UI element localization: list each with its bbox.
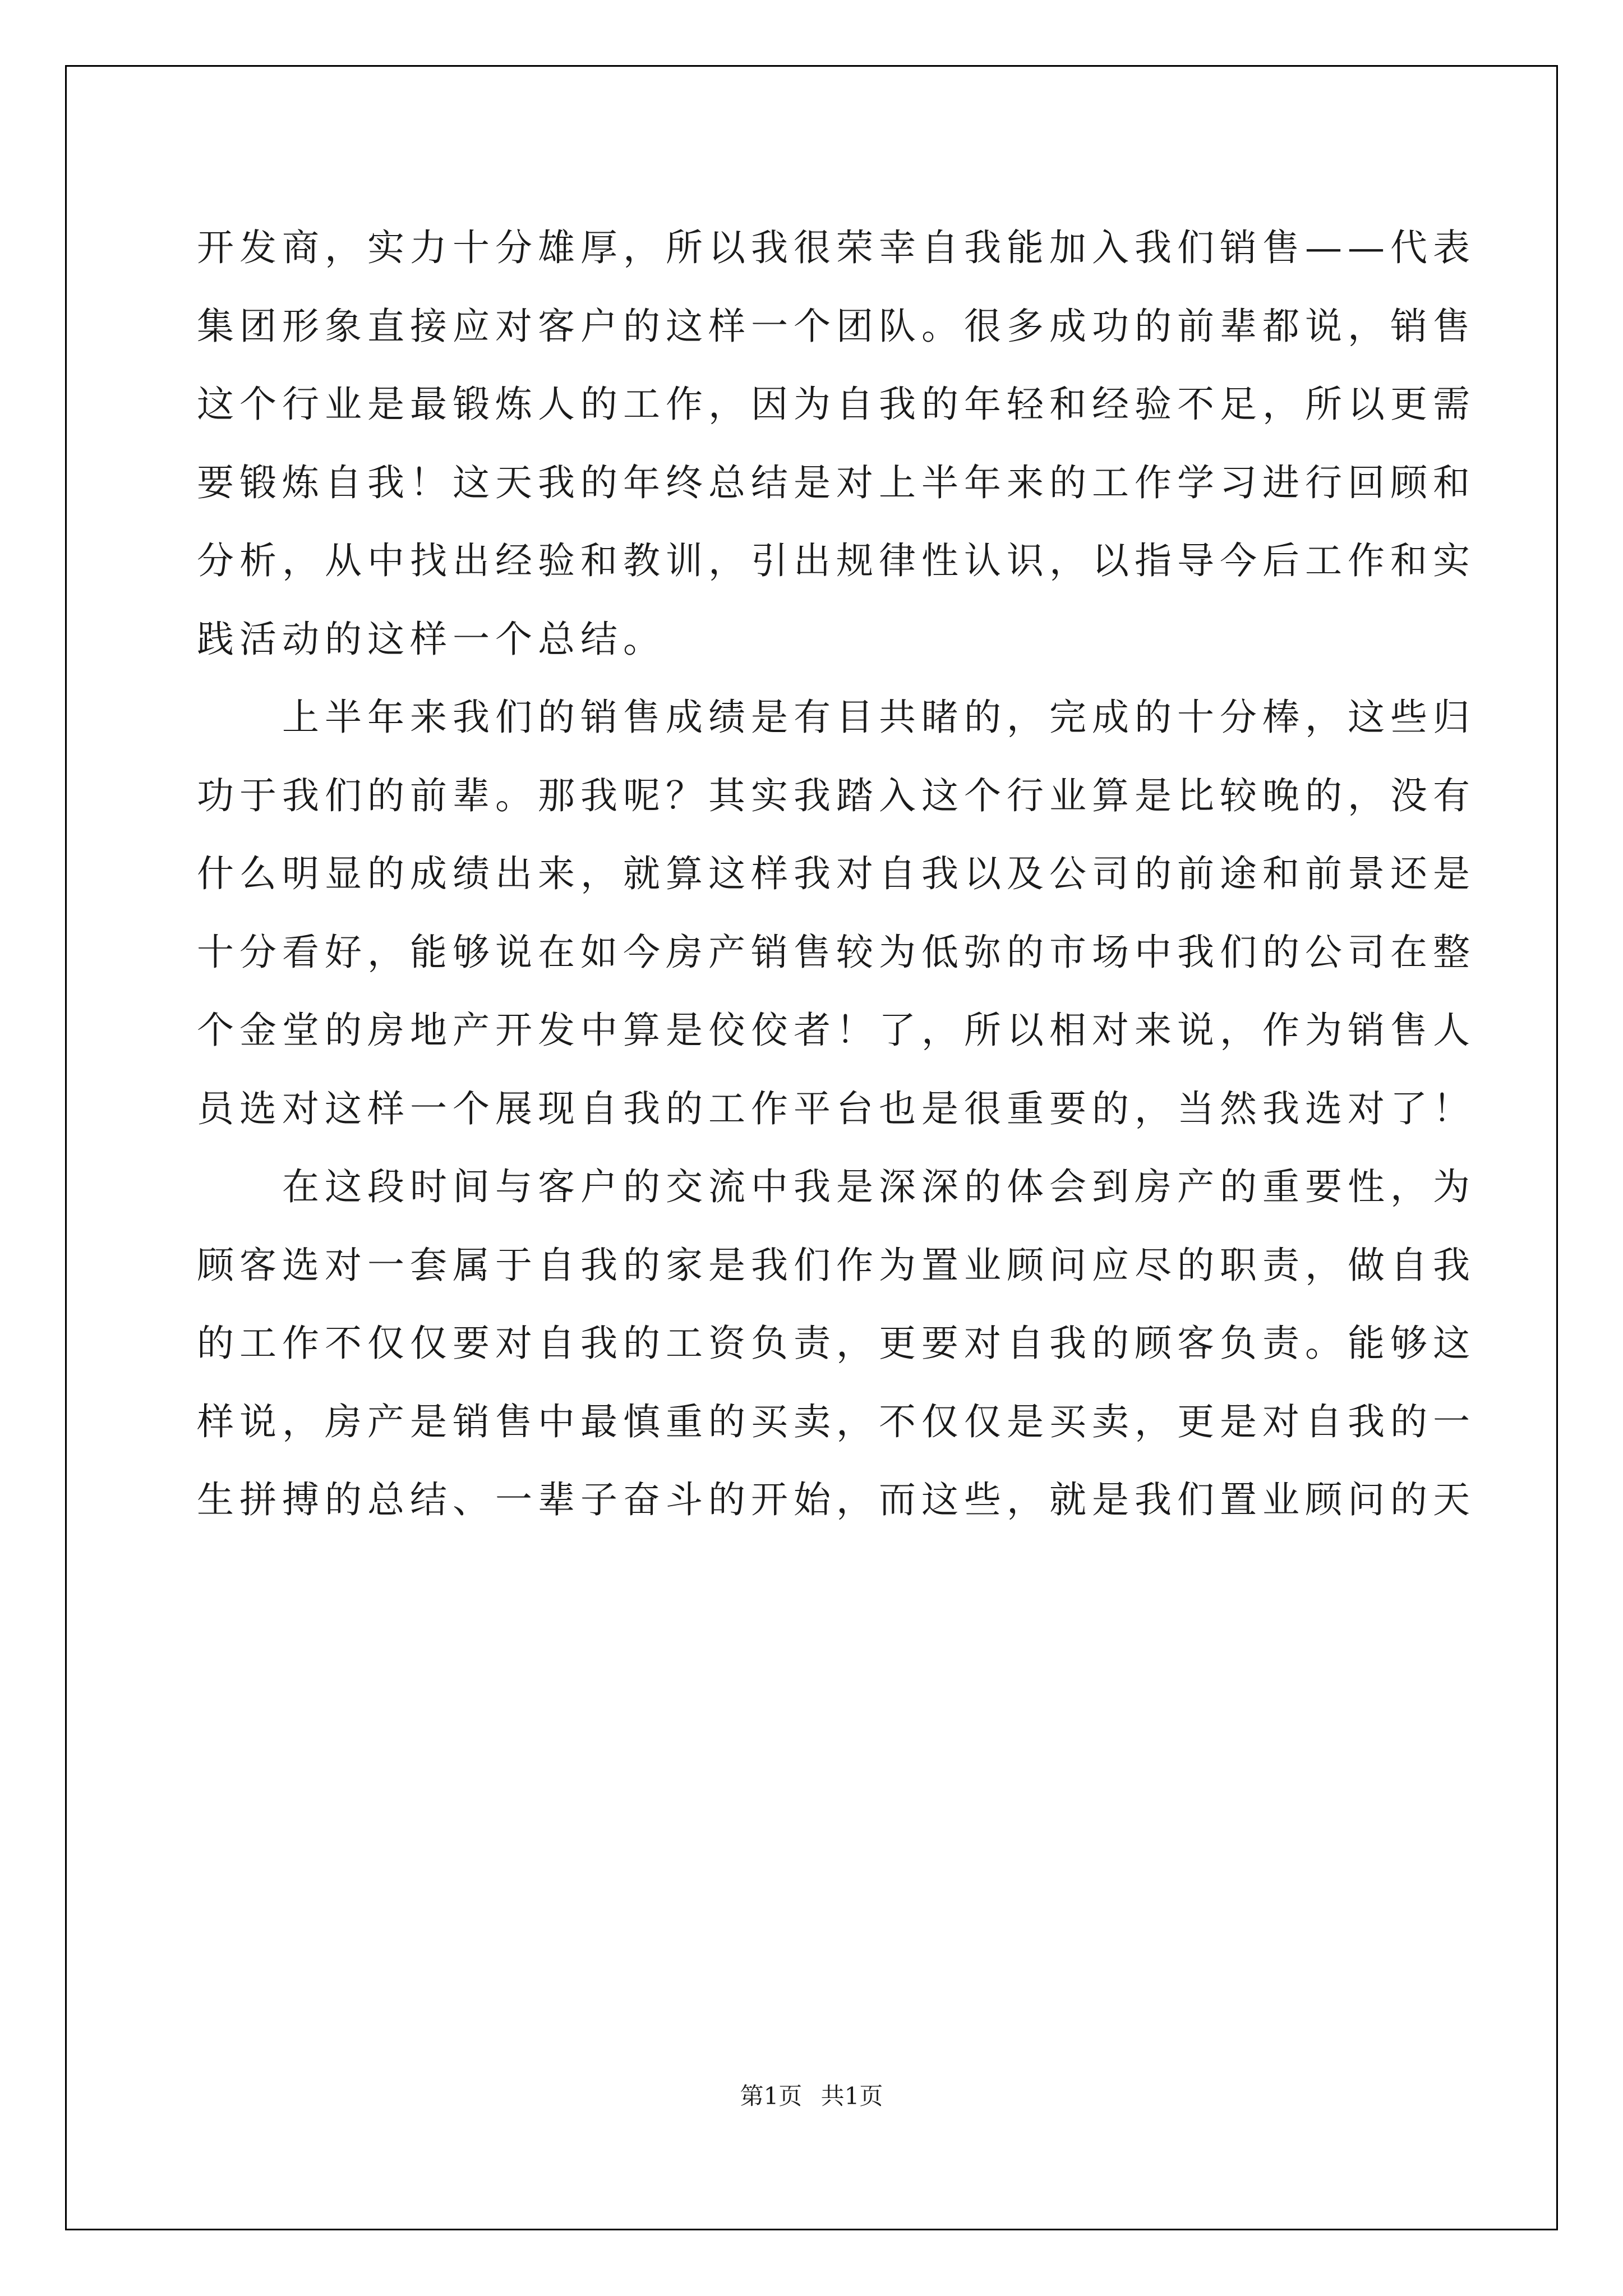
text-line: 什么明显的成绩出来，就算这样我对自我以及公司的前途和前景还是 — [197, 852, 1476, 895]
text-line: 上半年来我们的销售成绩是有目共睹的，完成的十分棒，这些归 — [197, 696, 1476, 739]
text-line: 集团形象直接应对客户的这样一个团队。很多成功的前辈都说，销售 — [197, 304, 1476, 348]
text-line: 要锻炼自我！这天我的年终总结是对上半年来的工作学习进行回顾和 — [197, 461, 1476, 504]
text-line: 这个行业是最锻炼人的工作，因为自我的年轻和经验不足，所以更需 — [197, 383, 1476, 426]
text-line: 分析，从中找出经验和教训，引出规律性认识，以指导今后工作和实 — [197, 539, 1476, 582]
document-body — [197, 209, 1476, 1539]
text-line: 在这段时间与客户的交流中我是深深的体会到房产的重要性，为 — [197, 1165, 1476, 1208]
text-line: 功于我们的前辈。那我呢？其实我踏入这个行业算是比较晚的，没有 — [197, 774, 1476, 817]
text-line: 员选对这样一个展现自我的工作平台也是很重要的，当然我选对了！ — [197, 1087, 1476, 1130]
text-line: 个金堂的房地产开发中算是佼佼者！了，所以相对来说，作为销售人 — [197, 1009, 1476, 1052]
page-number: 第1页 — [740, 2082, 803, 2110]
page-footer — [0, 2082, 1623, 2110]
text-line: 顾客选对一套属于自我的家是我们作为置业顾问应尽的职责，做自我 — [197, 1243, 1476, 1287]
text-line: 生拼搏的总结、一辈子奋斗的开始，而这些，就是我们置业顾问的天 — [197, 1478, 1476, 1521]
text-line: 的工作不仅仅要对自我的工资负责，更要对自我的顾客负责。能够这 — [197, 1322, 1476, 1365]
text-line: 样说，房产是销售中最慎重的买卖，不仅仅是买卖，更是对自我的一 — [197, 1400, 1476, 1443]
text-line: 开发商，实力十分雄厚，所以我很荣幸自我能加入我们销售——代表 — [197, 226, 1476, 269]
text-line: 践活动的这样一个总结。 — [197, 617, 666, 661]
text-line: 十分看好，能够说在如今房产销售较为低弥的市场中我们的公司在整 — [197, 930, 1476, 974]
page-total: 共1页 — [820, 2082, 883, 2110]
